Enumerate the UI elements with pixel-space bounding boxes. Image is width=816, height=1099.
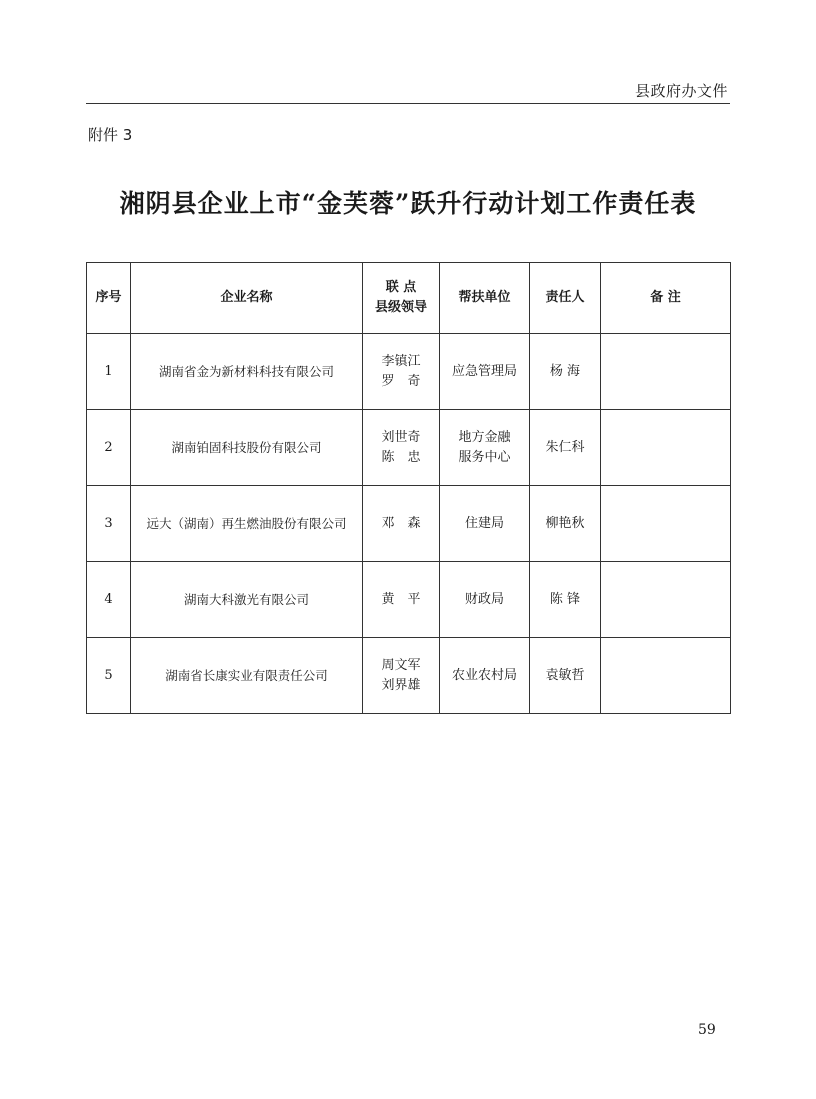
- leader-name: 刘世奇: [381, 429, 421, 445]
- unit-name: 服务中心: [458, 449, 511, 465]
- responsible-person: 柳艳秋: [530, 486, 601, 562]
- table-row: [87, 486, 731, 562]
- responsible-person: 杨 海: [530, 334, 601, 410]
- column-header-leader: [363, 263, 440, 334]
- leader-name: 罗 奇: [381, 373, 421, 389]
- unit-name: 住建局: [464, 515, 504, 531]
- leader-name: 邓 森: [381, 515, 421, 531]
- company-name: 湖南省金为新材料科技有限公司: [131, 334, 363, 410]
- column-header-leader-line1: 联 点: [385, 280, 417, 295]
- company-name: 湖南大科激光有限公司: [131, 562, 363, 638]
- leader-name: 李镇江: [381, 353, 421, 369]
- leader-name: 黄 平: [381, 591, 421, 607]
- leader-cell: [363, 410, 440, 486]
- row-index: 1: [87, 334, 131, 410]
- leader-name: 刘界雄: [381, 677, 421, 693]
- remark-cell: [601, 562, 731, 638]
- unit-name: 财政局: [464, 591, 504, 607]
- unit-name: 地方金融: [458, 429, 511, 445]
- document-title: 湘阴县企业上市“金芙蓉”跃升行动计划工作责任表: [119, 189, 697, 218]
- table-row: [87, 334, 731, 410]
- responsible-person: 朱仁科: [530, 410, 601, 486]
- row-index: 2: [87, 410, 131, 486]
- column-header-person: 责任人: [530, 263, 601, 334]
- leader-cell: [363, 562, 440, 638]
- unit-cell: [440, 410, 530, 486]
- leader-name: 陈 忠: [381, 449, 421, 465]
- row-index: 5: [87, 638, 131, 714]
- company-name: 湖南铂固科技股份有限公司: [131, 410, 363, 486]
- table-row: [87, 410, 731, 486]
- document-source-label: 县政府办文件: [634, 82, 728, 100]
- page-number: 59: [698, 1022, 716, 1038]
- table-header-row: [87, 263, 731, 334]
- responsible-person: 袁敏哲: [530, 638, 601, 714]
- remark-cell: [601, 486, 731, 562]
- company-name: 远大（湖南）再生燃油股份有限公司: [131, 486, 363, 562]
- unit-cell: [440, 638, 530, 714]
- table-row: [87, 638, 731, 714]
- row-index: 4: [87, 562, 131, 638]
- column-header-leader-line2: 县级领导: [374, 300, 427, 315]
- unit-cell: [440, 486, 530, 562]
- header-divider: [86, 103, 730, 104]
- column-header-remark: 备 注: [601, 263, 731, 334]
- column-header-company: 企业名称: [131, 263, 363, 334]
- leader-cell: [363, 486, 440, 562]
- remark-cell: [601, 334, 731, 410]
- unit-cell: [440, 562, 530, 638]
- leader-cell: [363, 334, 440, 410]
- attachment-label: 附件 3: [88, 126, 133, 144]
- leader-cell: [363, 638, 440, 714]
- unit-cell: [440, 334, 530, 410]
- company-name: 湖南省长康实业有限责任公司: [131, 638, 363, 714]
- unit-name: 农业农村局: [451, 667, 517, 683]
- responsibility-table: [86, 262, 731, 714]
- leader-name: 周文军: [381, 657, 421, 673]
- column-header-unit: 帮扶单位: [440, 263, 530, 334]
- remark-cell: [601, 638, 731, 714]
- row-index: 3: [87, 486, 131, 562]
- unit-name: 应急管理局: [451, 363, 517, 379]
- column-header-index: 序号: [87, 263, 131, 334]
- remark-cell: [601, 410, 731, 486]
- responsible-person: 陈 锋: [530, 562, 601, 638]
- table-row: [87, 562, 731, 638]
